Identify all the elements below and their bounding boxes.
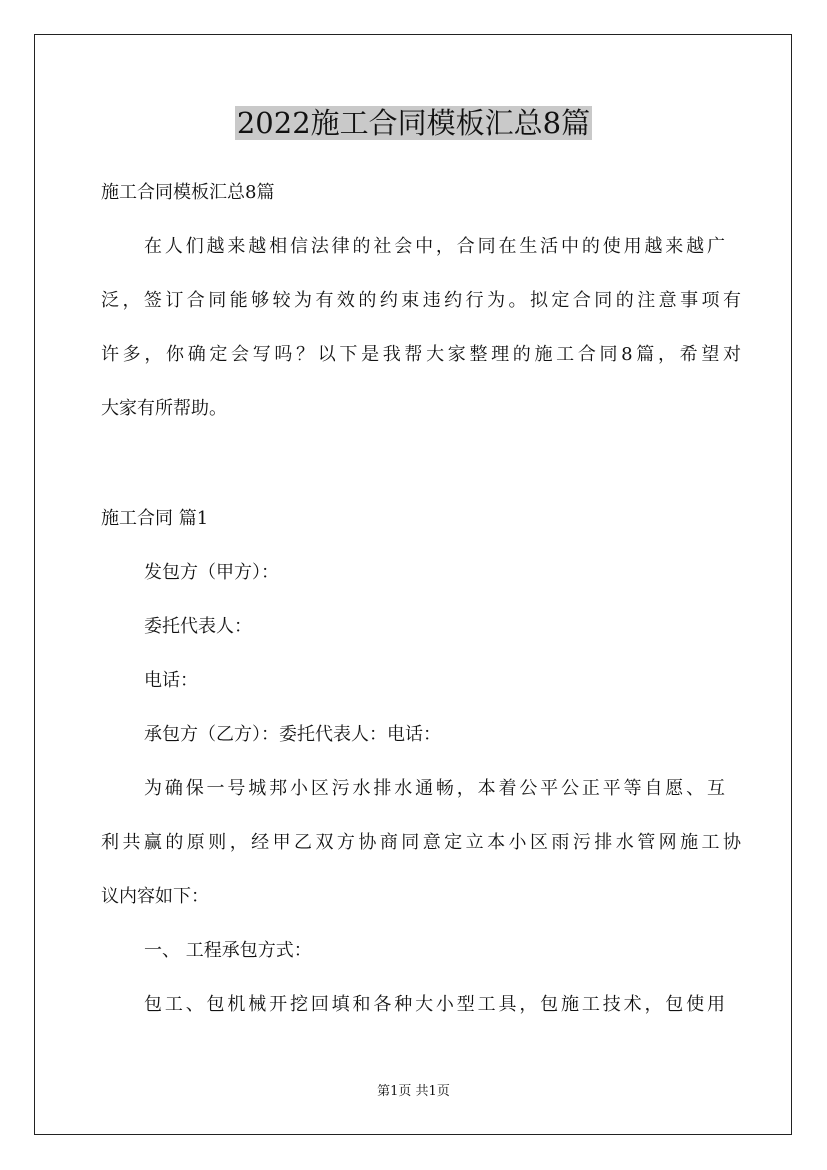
intro-line-4: 大家有所帮助。 (101, 398, 227, 419)
intro-line-1: 在人们越来越相信法律的社会中，合同在生活中的使用越来越广 (144, 236, 725, 257)
intro-line-3: 许多，你确定会写吗？以下是我帮大家整理的施工合同8篇，希望对 (101, 344, 741, 365)
representative-label: 委托代表人： (144, 616, 252, 637)
item-1-line-1: 包工、包机械开挖回填和各种大小型工具，包施工技术，包使用 (144, 994, 725, 1015)
agreement-line-1: 为确保一号城邦小区污水排水通畅，本着公平公正平等自愿、互 (144, 778, 725, 799)
page-footer: 第1页 共1页 (377, 1084, 450, 1099)
agreement-line-3: 议内容如下： (101, 886, 209, 907)
party-b-label: 承包方（乙方）：委托代表人：电话： (144, 724, 441, 745)
item-1-heading: 一、 工程承包方式： (144, 940, 312, 961)
document-title-text: 2022施工合同模板汇总8篇 (236, 106, 591, 140)
section-heading: 施工合同 篇1 (101, 508, 209, 529)
party-a-label: 发包方（甲方）： (144, 562, 279, 583)
intro-line-2: 泛，签订合同能够较为有效的约束违约行为。拟定合同的注意事项有 (101, 290, 741, 311)
phone-label: 电话： (144, 670, 198, 691)
agreement-line-2: 利共赢的原则，经甲乙双方协商同意定立本小区雨污排水管网施工协 (101, 832, 741, 853)
document-title (0, 103, 827, 143)
document-subtitle: 施工合同模板汇总8篇 (101, 182, 275, 203)
